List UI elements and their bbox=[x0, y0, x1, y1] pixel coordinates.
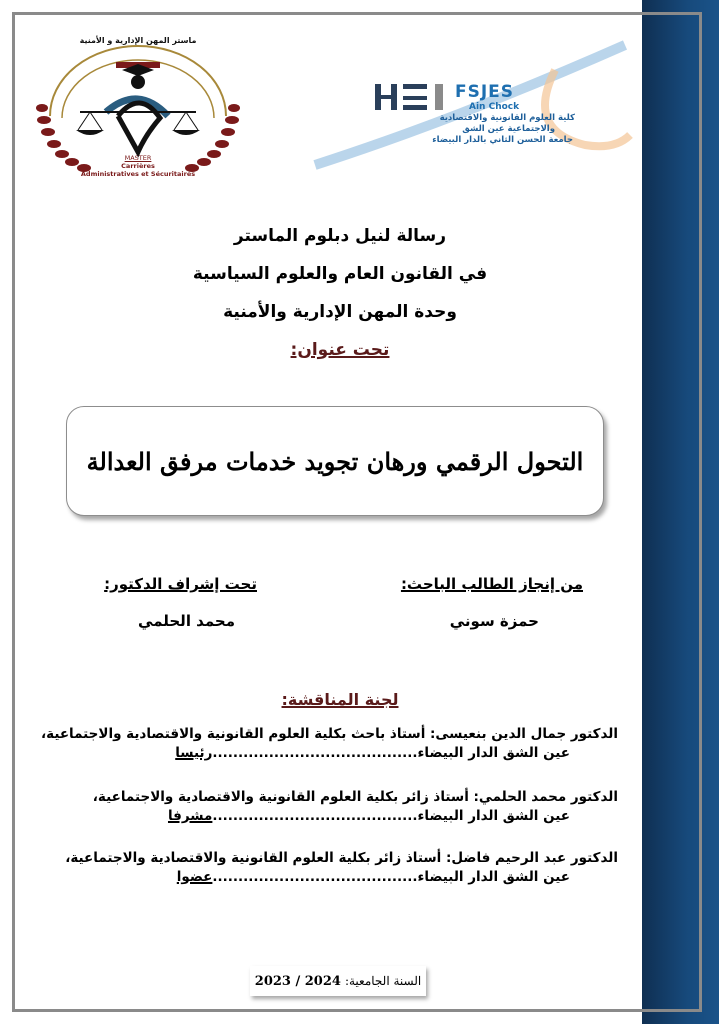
member-location: عين الشق الدار البيضاء........................................ bbox=[212, 869, 570, 885]
thesis-title-box bbox=[66, 406, 604, 516]
under-title-label bbox=[60, 340, 620, 360]
master-program-logo bbox=[28, 34, 248, 184]
member-location: عين الشق الدار البيضاء........................................ bbox=[212, 745, 570, 761]
side-panel-decoration bbox=[642, 0, 719, 1024]
field-line: في القانون العام والعلوم السياسية bbox=[192, 264, 488, 284]
logo-administratives-text: Administratives et Sécuritaires bbox=[80, 170, 196, 178]
student-name: حمزة سوني bbox=[449, 612, 539, 630]
committee-member-2 bbox=[36, 789, 618, 824]
logo-arc-text: ماستر المهن الإدارية و الأمنية bbox=[79, 36, 197, 45]
thesis-title: التحول الرقمي ورهان تجويد خدمات مرفق العدالة bbox=[86, 446, 584, 476]
committee-member-3 bbox=[36, 850, 618, 885]
member-location: عين الشق الدار البيضاء........................................ bbox=[212, 808, 570, 824]
academic-year-box bbox=[250, 966, 426, 996]
member-location-line bbox=[36, 808, 618, 824]
fsjes-logo bbox=[305, 40, 635, 170]
academic-year-label: السنة الجامعية: bbox=[344, 974, 422, 988]
under-title-text: تحت عنوان: bbox=[290, 340, 390, 360]
supervisor-label: تحت إشراف الدكتور: bbox=[104, 575, 257, 593]
degree-line: رسالة لنيل دبلوم الماستر bbox=[233, 226, 447, 246]
member-location-line bbox=[36, 745, 618, 761]
fsjes-arabic-line-1: كلية العلوم القانونية والاقتصادية bbox=[439, 113, 575, 123]
committee-member-1 bbox=[36, 726, 618, 761]
student-label: من إنجاز الطالب الباحث: bbox=[400, 575, 583, 593]
member-role: عضوا bbox=[176, 869, 213, 885]
member-role: رئيسا bbox=[175, 745, 213, 761]
member-description: الدكتور عبد الرحيم فاضل: أستاذ زائر بكلية العلوم القانونية والاقتصادية والاجتماعية، bbox=[65, 850, 618, 866]
logo-master-text: MASTER bbox=[124, 154, 152, 162]
committee-heading bbox=[60, 690, 620, 709]
member-location-line bbox=[36, 869, 618, 885]
committee-heading-text: لجنة المناقشة: bbox=[281, 690, 399, 709]
academic-year-value: 2023 / 2024 bbox=[254, 973, 341, 989]
fsjes-acronym: FSJES bbox=[455, 82, 515, 102]
fsjes-arabic-line-3: جامعة الحسن الثاني بالدار البيضاء bbox=[432, 135, 573, 145]
logo-carrieres-text: Carrières bbox=[121, 162, 155, 170]
member-role: مشرفا bbox=[167, 808, 213, 824]
supervisor-name: محمد الحلمي bbox=[138, 612, 235, 630]
member-description: الدكتور محمد الحلمي: أستاذ زائر بكلية العلوم القانونية والاقتصادية والاجتماعية، bbox=[92, 789, 618, 805]
fsjes-arabic-line-2: والاجتماعية عين الشق bbox=[462, 124, 555, 134]
unit-line: وحدة المهن الإدارية والأمنية bbox=[223, 302, 457, 322]
fsjes-campus: Ain Chock bbox=[469, 102, 520, 112]
member-description: الدكتور جمال الدين بنعيسى: أستاذ باحث بكلية العلوم القانونية والاقتصادية والاجتماعية، bbox=[41, 726, 618, 742]
